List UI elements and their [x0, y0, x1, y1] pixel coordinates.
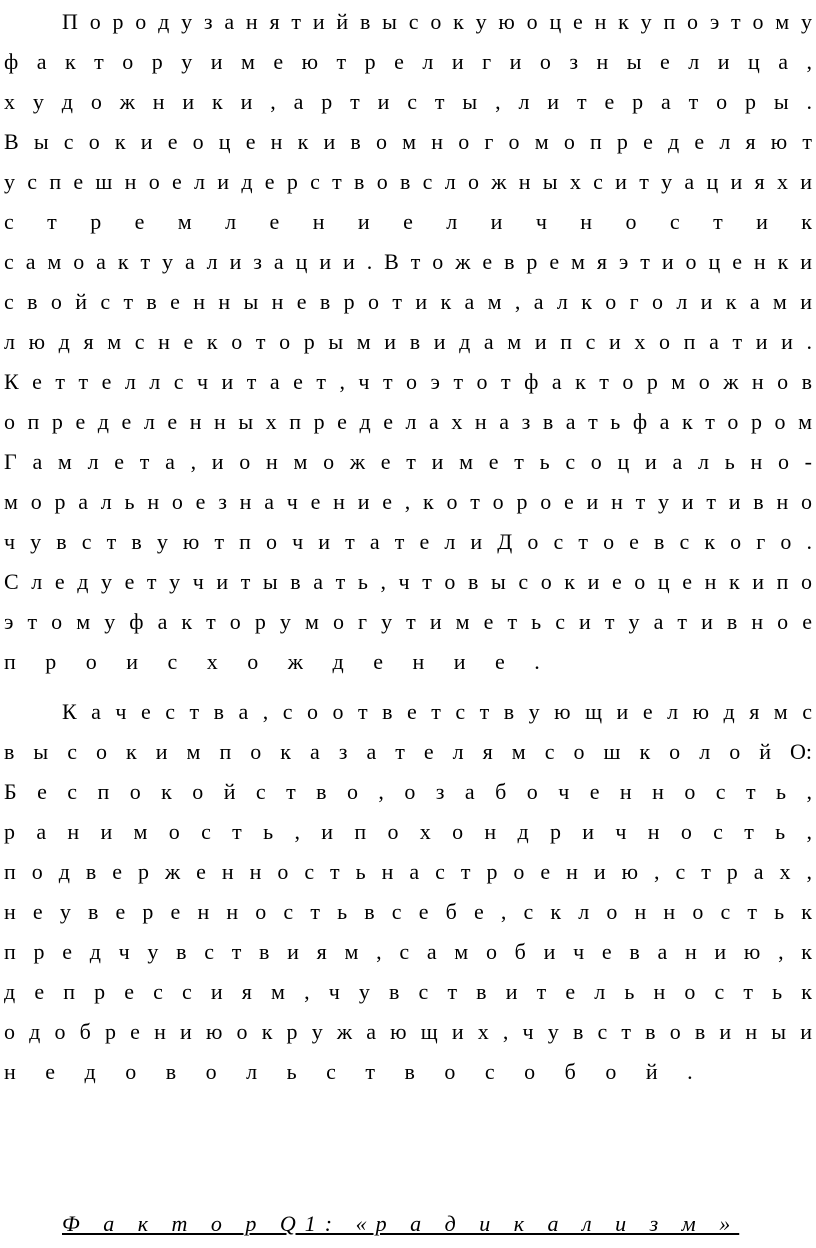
p1-line-3: х у д о ж н и к и , а р т и с т ы , л и т е р а т о р ы . [4, 89, 812, 114]
p1-line-9: л ю д я м с н е к о т о р ы м и в и д а м и п с и х о п а т и и . [4, 329, 812, 354]
p1-line-13: м о р а л ь н о е з н а ч е н и е , к о т о р о е и н т у и т и в н о [4, 489, 812, 514]
p1-line-5: у с п е ш н о е л и д е р с т в о в с л о ж н ы х с и т у а ц и я х и [4, 169, 812, 194]
p2-line-1: К а ч е с т в а , с о о т в е т с т в у ю щ и е л ю д я м с [62, 699, 812, 724]
p1-line-4: В ы с о к и е о ц е н к и в о м н о г о м о п р е д е л я ю т [4, 129, 812, 154]
p1-line-14: ч у в с т в у ю т п о ч и т а т е л и Д о с т о е в с к о г о . [4, 529, 812, 554]
p1-line-17: п р о и с х о ж д е н и е . [4, 649, 552, 674]
p1-line-11: о п р е д е л е н н ы х п р е д е л а х н а з в а т ь ф а к т о р о м [4, 409, 812, 434]
p1-line-16: э т о м у ф а к т о р у м о г у т и м е т ь с и т у а т и в н о е [4, 609, 812, 634]
p2-line-10: н е д о в о л ь с т в о с о б о й . [4, 1059, 705, 1084]
p1-line-15: С л е д у е т у ч и т ы в а т ь , ч т о в ы с о к и е о ц е н к и п о [4, 569, 812, 594]
p2-line-6: н е у в е р е н н о с т ь в с е б е , с к л о н н о с т ь к [4, 899, 812, 924]
p2-line-3: Б е с п о к о й с т в о , о з а б о ч е н н о с т ь , [4, 779, 812, 804]
p2-line-9: о д о б р е н и ю о к р у ж а ю щ и х , ч у в с т в о в и н ы и [4, 1019, 812, 1044]
p2-line-7: п р е д ч у в с т в и я м , с а м о б и ч е в а н и ю , к [4, 939, 812, 964]
p1-line-8: с в о й с т в е н н ы н е в р о т и к а м , а л к о г о л и к а м и [4, 289, 812, 314]
p1-line-12: Г а м л е т а , и о н м о ж е т и м е т ь с о ц и а л ь н о - [4, 449, 812, 474]
p1-line-6: с т р е м л е н и е л и ч н о с т и к [4, 209, 812, 234]
p1-line-10: К е т т е л л с ч и т а е т , ч т о э т о т ф а к т о р м о ж н о в [4, 369, 812, 394]
p2-line-5: п о д в е р ж е н н о с т ь н а с т р о е н и ю , с т р а х , [4, 859, 812, 884]
p1-line-1: П о р о д у з а н я т и й в ы с о к у ю о ц е н к у п о э т о м у [62, 9, 812, 34]
p2-line-8: д е п р е с с и я м , ч у в с т в и т е л ь н о с т ь к [4, 979, 812, 1004]
p2-line-2: в ы с о к и м п о к а з а т е л я м с о ш к о л о й О: [4, 739, 812, 764]
p1-line-7: с а м о а к т у а л и з а ц и и . В т о ж е в р е м я э т и о ц е н к и [4, 249, 812, 274]
p2-line-4: р а н и м о с т ь , и п о х о н д р и ч н о с т ь , [4, 819, 812, 844]
section-heading: Ф а к т о р Q1: «р а д и к а л и з м » [62, 1211, 740, 1236]
p1-line-2: ф а к т о р у и м е ю т р е л и г и о з н ы е л и ц а , [4, 49, 812, 74]
